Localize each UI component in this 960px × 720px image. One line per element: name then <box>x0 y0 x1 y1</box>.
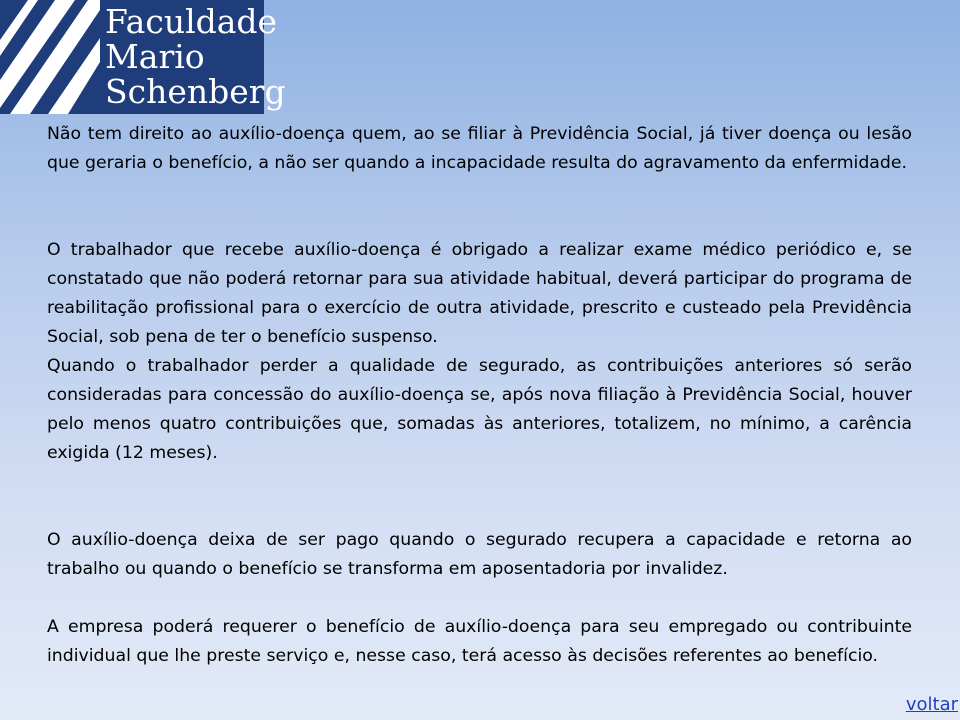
spacer <box>47 468 912 526</box>
faculdade-logo <box>0 0 286 114</box>
paragraph-3: Quando o trabalhador perder a qualidade de segurado, as contribuições anteriores só serão consideradas para concessão do auxílio-doença se, após nova filiação à Previdência Social, houver pelo menos quatro contribuições que, somadas às anteriores, totalizem, no mínimo, a carência exigida (12 meses). <box>47 356 912 463</box>
logo-text <box>105 4 286 109</box>
voltar-link[interactable]: voltar <box>905 694 958 715</box>
logo-emblem-icon <box>0 0 100 114</box>
logo-line-1: Faculdade <box>105 2 278 41</box>
paragraph-2: O trabalhador que recebe auxílio-doença é obrigado a realizar exame médico periódico e, se constatado que não poderá retornar para sua atividade habitual, deverá participar do programa de reabilitação profissional para o exercício de outra atividade, prescrito e custeado pela Previdência Social, sob pena de ter o benefício suspenso. <box>47 240 912 347</box>
spacer <box>47 178 912 236</box>
paragraph-5: A empresa poderá requerer o benefício de auxílio-doença para seu empregado ou contribuinte individual que lhe preste serviço e, nesse caso, terá acesso às decisões referentes ao benefício. <box>47 617 912 666</box>
main-content <box>47 120 912 671</box>
logo-line-2: Mario <box>105 37 205 76</box>
spacer <box>47 584 912 613</box>
paragraph-4: O auxílio-doença deixa de ser pago quando o segurado recupera a capacidade e retorna ao trabalho ou quando o benefício se transforma em aposentadoria por invalidez. <box>47 530 912 579</box>
logo-line-3: Schenberg <box>105 72 286 111</box>
paragraph-1: Não tem direito ao auxílio-doença quem, ao se filiar à Previdência Social, já tiver doença ou lesão que geraria o benefício, a não ser quando a incapacidade resulta do agravamento da enfermidade. <box>47 124 912 173</box>
